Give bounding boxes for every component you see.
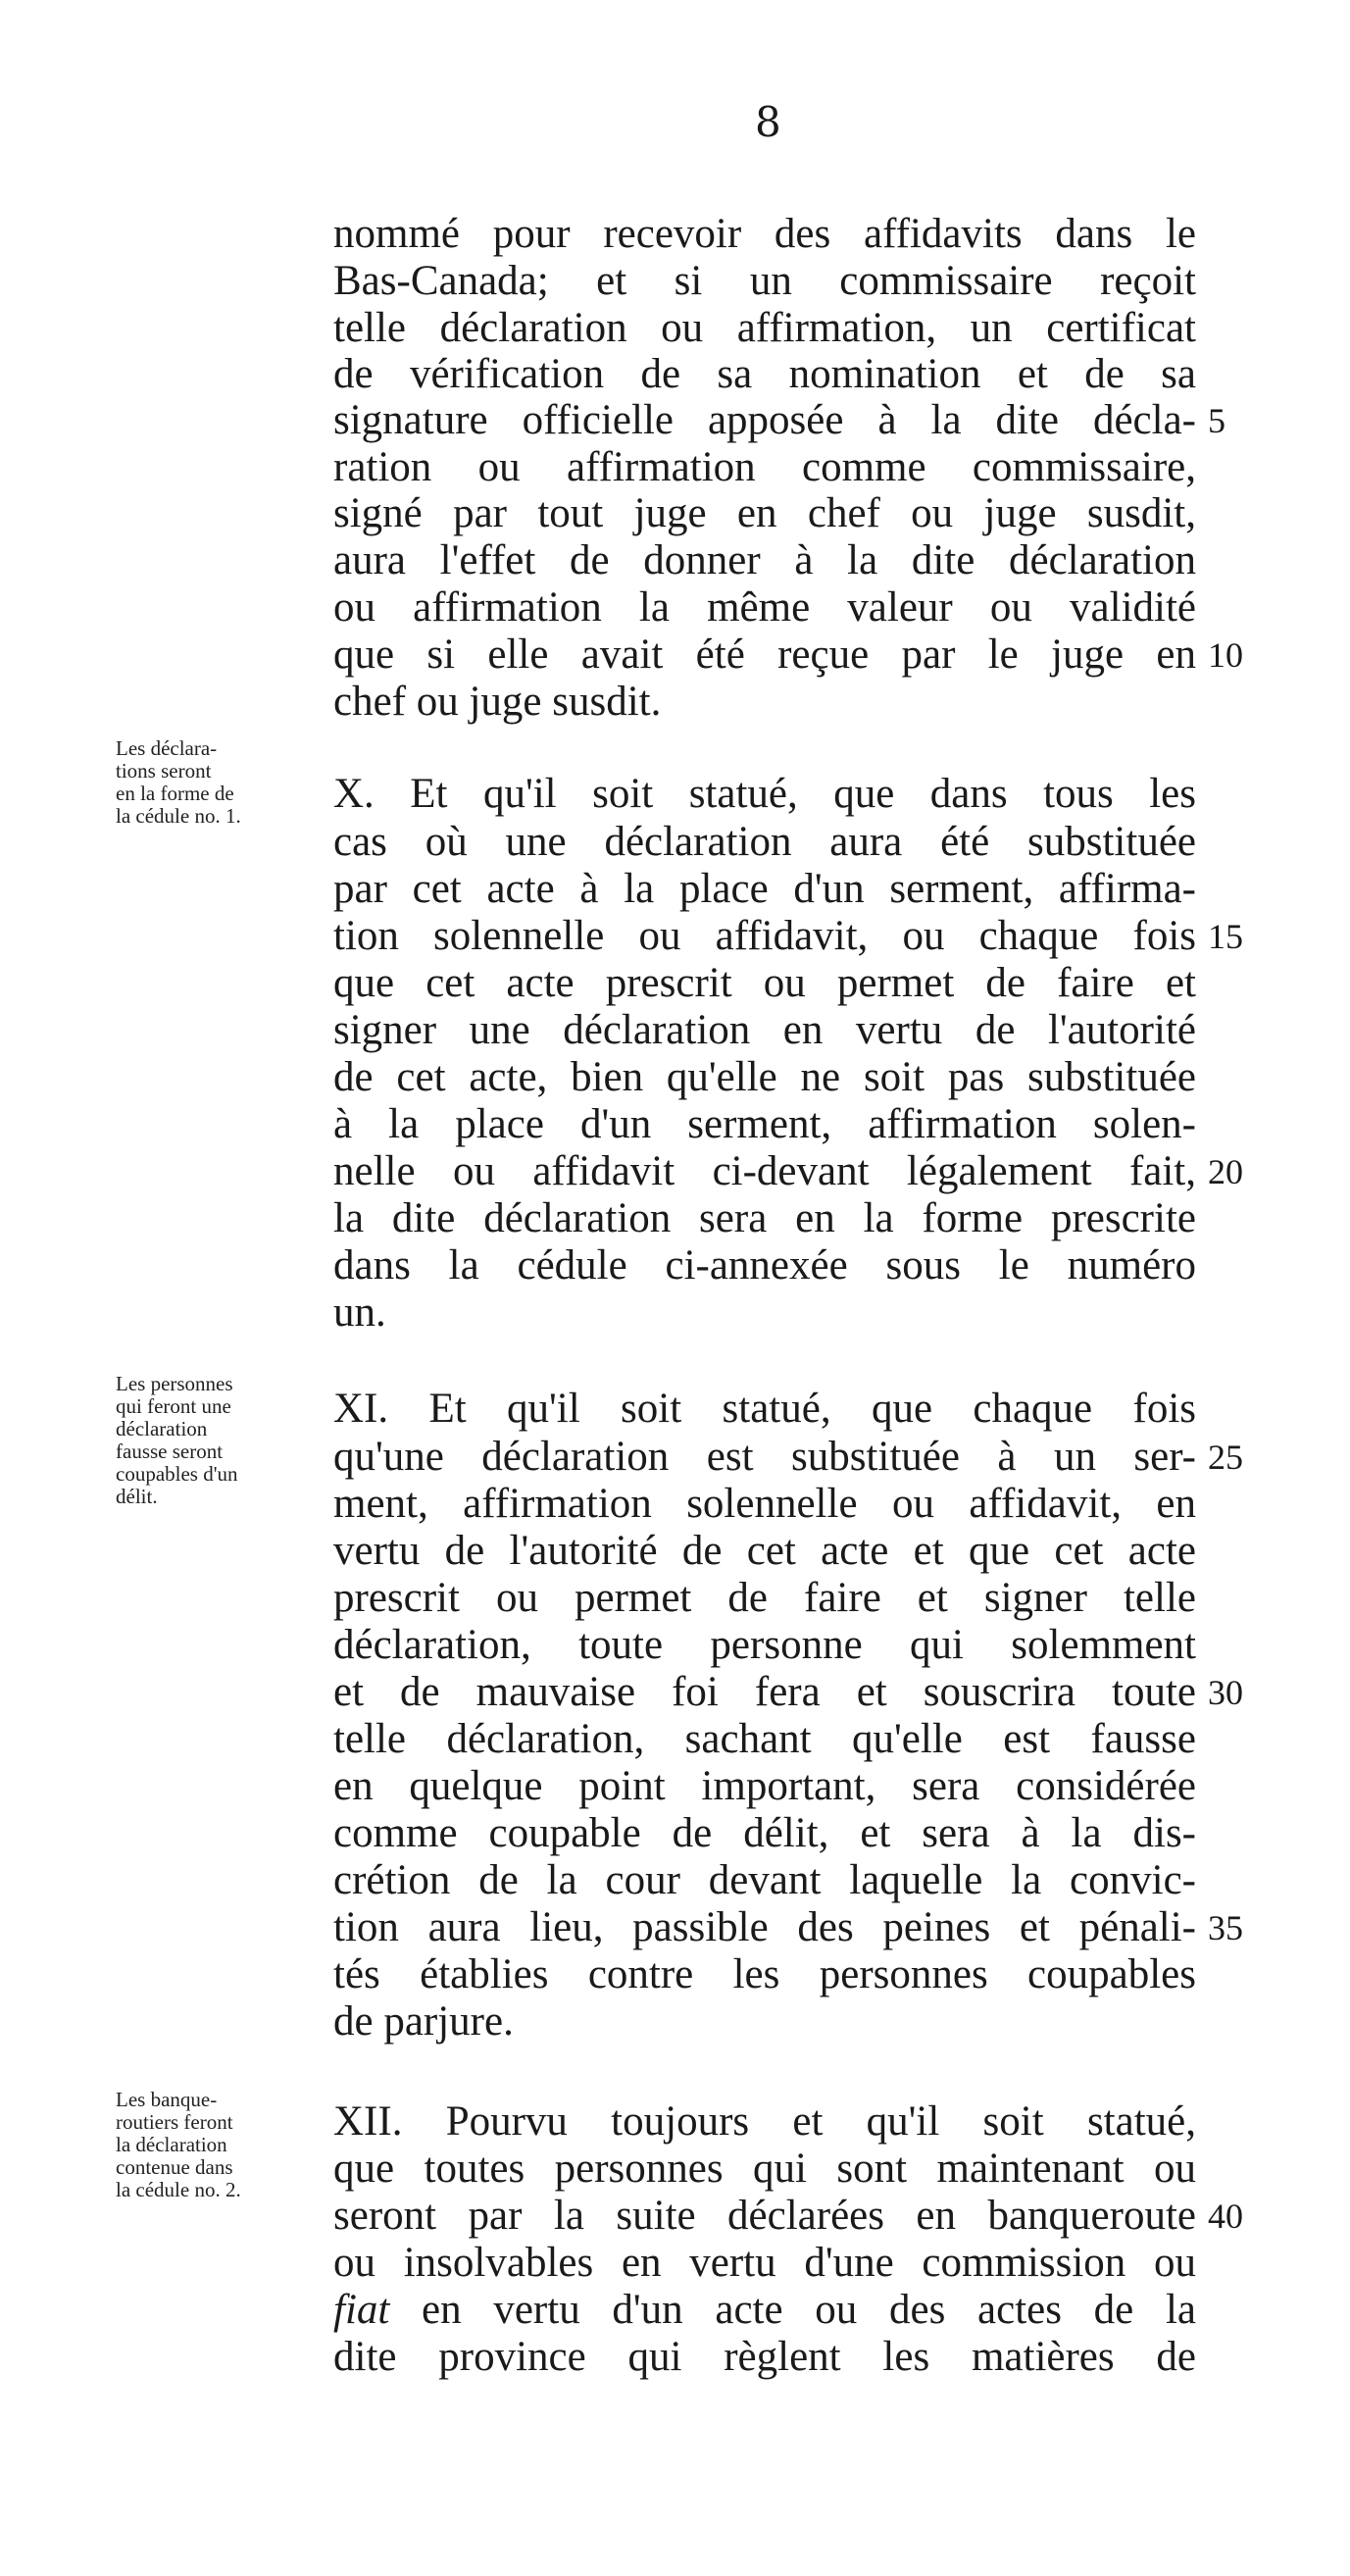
text-line: que cet acte prescrit ou permet de faire et [333, 960, 1196, 1006]
page-number: 8 [755, 98, 781, 146]
line-number: 35 [1208, 1908, 1243, 1947]
line-number: 20 [1208, 1152, 1243, 1191]
text-line: un. [333, 1289, 386, 1336]
margin-note-line: Les personnes [116, 1372, 233, 1395]
text-line: qu'une déclaration est substituée à un ser- [333, 1434, 1196, 1480]
margin-note [116, 737, 322, 828]
text-line: crétion de la cour devant laquelle la convic- [333, 1857, 1196, 1903]
text-line: nelle ou affidavit ci-devant légalement fait, [333, 1148, 1196, 1194]
margin-note-line: Les banque- [116, 2088, 218, 2111]
margin-note-line: fausse seront [116, 1440, 224, 1463]
text-line: XII. Pourvu toujours et qu'il soit statué, [333, 2098, 1196, 2145]
text-line: X. Et qu'il soit statué, que dans tous les [333, 771, 1196, 817]
text-line: signé par tout juge en chef ou juge susdit, [333, 490, 1196, 536]
text-line: aura l'effet de donner à la dite déclaration [333, 537, 1196, 583]
text-line: Bas-Canada; et si un commissaire reçoit [333, 258, 1196, 304]
line-number: 25 [1208, 1438, 1243, 1477]
text-line: XI. Et qu'il soit statué, que chaque fois [333, 1386, 1196, 1432]
text-line: et de mauvaise foi fera et souscrira toute [333, 1669, 1196, 1715]
margin-note-line: délit. [116, 1485, 158, 1508]
text-line: prescrit ou permet de faire et signer telle [333, 1575, 1196, 1621]
text-line: à la place d'un serment, affirmation solen- [333, 1101, 1196, 1147]
text-line: comme coupable de délit, et sera à la dis- [333, 1810, 1196, 1856]
text-line: par cet acte à la place d'un serment, affirma- [333, 866, 1196, 912]
text-line: déclaration, toute personne qui solemment [333, 1622, 1196, 1668]
text-line: chef ou juge susdit. [333, 679, 662, 725]
margin-note-line: coupables d'un [116, 1462, 238, 1486]
text-line: ou affirmation la même valeur ou validité [333, 584, 1196, 631]
text-line: ou insolvables en vertu d'une commission ou [333, 2240, 1196, 2286]
text-line: signer une déclaration en vertu de l'autorité [333, 1007, 1196, 1053]
margin-note-line: la cédule no. 2. [116, 2178, 241, 2201]
text-line: ment, affirmation solennelle ou affidavit, en [333, 1481, 1196, 1527]
text-line: dans la cédule ci-annexée sous le numéro [333, 1242, 1196, 1288]
margin-note [116, 1373, 322, 1508]
text-line: seront par la suite déclarées en banqueroute [333, 2193, 1196, 2239]
text-line: telle déclaration, sachant qu'elle est fausse [333, 1716, 1196, 1762]
text-line: que toutes personnes qui sont maintenant ou [333, 2146, 1196, 2192]
text-line: tés établies contre les personnes coupables [333, 1951, 1196, 1997]
line-number: 30 [1208, 1673, 1243, 1712]
margin-note-line: en la forme de [116, 782, 234, 805]
line-number: 40 [1208, 2197, 1243, 2236]
margin-note-line: déclaration [116, 1417, 208, 1440]
text-line: telle déclaration ou affirmation, un certificat [333, 305, 1196, 351]
text-line: que si elle avait été reçue par le juge en [333, 631, 1196, 678]
margin-note-line: tions seront [116, 759, 212, 783]
text-line: de cet acte, bien qu'elle ne soit pas substituée [333, 1054, 1196, 1100]
line-number: 10 [1208, 635, 1243, 675]
text-line: vertu de l'autorité de cet acte et que cet acte [333, 1528, 1196, 1574]
text-line: dite province qui règlent les matières de [333, 2334, 1196, 2380]
text-line: signature officielle apposée à la dite décla- [333, 397, 1196, 443]
line-number: 5 [1208, 401, 1225, 440]
text-line: de vérification de sa nomination et de sa [333, 351, 1196, 397]
text-line: cas où une déclaration aura été substituée [333, 819, 1196, 865]
text-line: ration ou affirmation comme commissaire, [333, 444, 1196, 490]
text-line: tion aura lieu, passible des peines et pénali- [333, 1904, 1196, 1950]
margin-note [116, 2089, 322, 2201]
margin-note-line: Les déclara- [116, 736, 218, 760]
text-line: en quelque point important, sera considérée [333, 1763, 1196, 1809]
text-line: tion solennelle ou affidavit, ou chaque fois [333, 913, 1196, 959]
text-line: de parjure. [333, 1998, 514, 2045]
text-line: la dite déclaration sera en la forme prescrite [333, 1195, 1196, 1241]
margin-note-line: qui feront une [116, 1394, 231, 1418]
margin-note-line: la cédule no. 1. [116, 804, 241, 828]
margin-note-line: la déclaration [116, 2133, 227, 2156]
line-number: 15 [1208, 917, 1243, 956]
text-line: fiat en vertu d'un acte ou des actes de la [333, 2287, 1196, 2333]
margin-note-line: contenue dans [116, 2155, 233, 2179]
text-line: nommé pour recevoir des affidavits dans le [333, 211, 1196, 257]
margin-note-line: routiers feront [116, 2110, 233, 2134]
